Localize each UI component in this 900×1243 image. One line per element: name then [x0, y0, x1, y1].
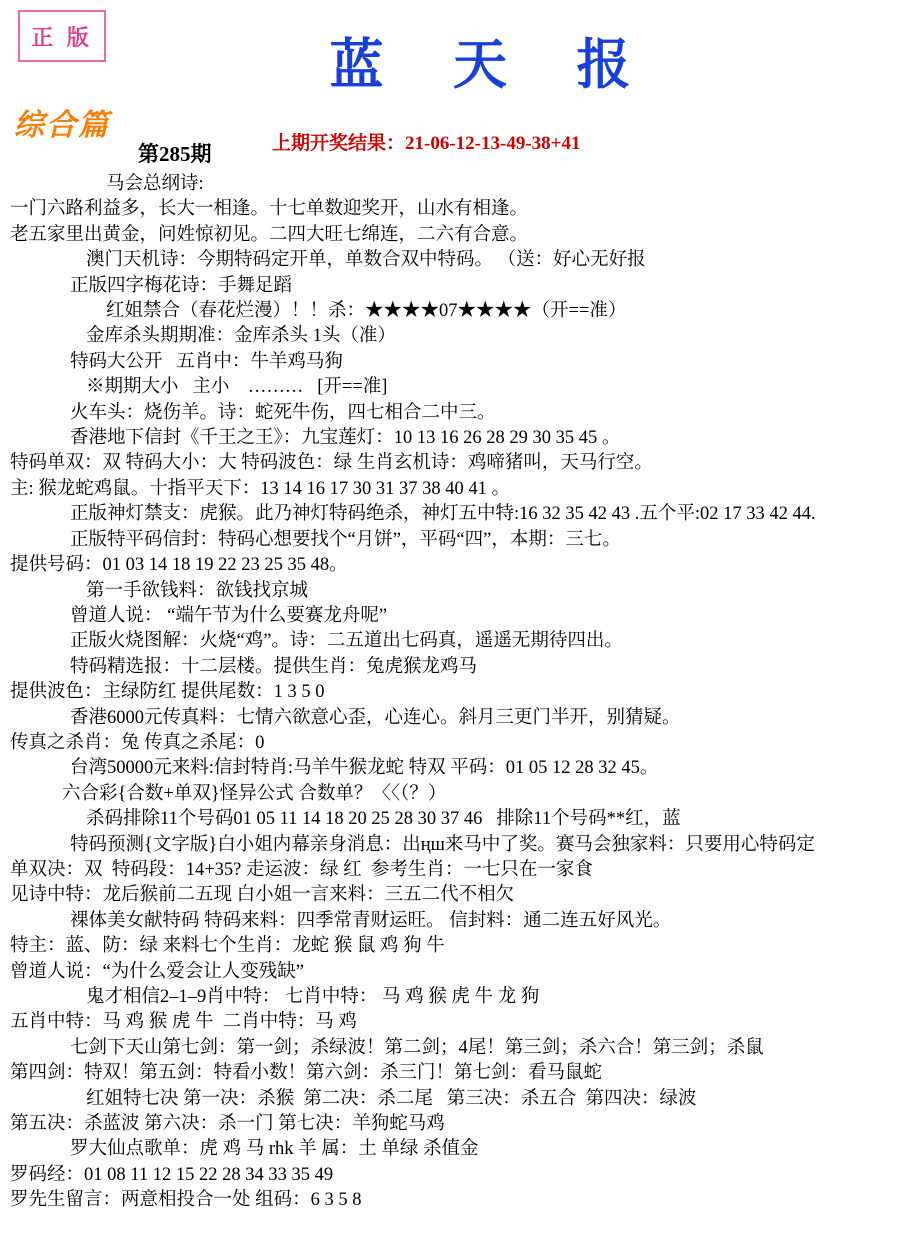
article-line: 红姐特七决 第一决：杀猴 第二决：杀二尾 第三决：杀五合 第四决：绿波 [86, 1088, 697, 1109]
article-line: 特码预测{文字版}白小姐内幕亲身消息：出ңш来马中了奖。赛马会独家料：只要用心特码定 [70, 834, 815, 855]
article-line: 见诗中特：龙后猴前二五现 白小姐一言来料：三五二代不相欠 [10, 885, 515, 906]
article-line: 一门六路利益多，长大一相逢。十七单数迎奖开，山水有相逢。 [10, 199, 529, 220]
article-line: 特码大公开 五肖中：牛羊鸡马狗 [70, 351, 343, 372]
article-line: 曾道人说：“为什么爱会让人变残缺” [10, 961, 304, 982]
article-line: 正版神灯禁支：虎猴。此乃神灯特码绝杀，神灯五中特:16 32 35 42 43 .五个平:02 17 33 42 44. [70, 504, 816, 525]
article-line: 第四剑：特双！第五剑：特看小数！第六剑：杀三门！第七剑：看马鼠蛇 [10, 1063, 603, 1084]
article-line: 七剑下天山第七剑：第一剑；杀绿波！第二剑；4尾！第三剑；杀六合！第三剑；杀鼠 [70, 1037, 764, 1058]
article-line: 火车头：烧伤羊。诗：蛇死牛伤，四七相合二中三。 [70, 402, 496, 423]
article-line: 第五决：杀蓝波 第六决：杀一门 第七决：羊狗蛇马鸡 [10, 1114, 445, 1135]
article-line: 特主：蓝、防：绿 来料七个生肖：龙蛇 猴 鼠 鸡 狗 牛 [10, 936, 445, 957]
article-line: 裸体美女献特码 特码来料：四季常青财运旺。 信封料：通二连五好风光。 [70, 910, 672, 931]
authentic-badge-label: 正 版 [31, 24, 93, 50]
article-line: 正版四字梅花诗：手舞足蹈 [70, 275, 293, 296]
article-line: 鬼才相信2–1–9肖中特： 七肖中特： 马 鸡 猴 虎 牛 龙 狗 [86, 987, 540, 1007]
last-draw-result-label: 上期开奖结果： [272, 133, 406, 154]
article-line: 澳门天机诗：今期特码定开单，单数合双中特码。 （送：好心无好报 [86, 250, 646, 271]
article-line: 五肖中特：马 鸡 猴 虎 牛 二肖中特：马 鸡 [10, 1012, 357, 1033]
article-line: 杀码排除11个号码01 05 11 14 18 20 25 28 30 37 46 排除11个号码**红，蓝 [86, 809, 681, 830]
article-line: 金库杀头期期准：金库杀头 1头（准） [86, 326, 396, 347]
article-line: 台湾50000元来料:信封特肖:马羊牛猴龙蛇 特双 平码：01 05 12 28 32 45。 [70, 758, 659, 779]
article-line: 提供号码：01 03 14 18 19 22 23 25 35 48。 [10, 555, 348, 576]
article-line: 马会总纲诗: [106, 174, 204, 194]
section-label: 综合篇 [14, 109, 110, 142]
article-line: 主: 猴龙蛇鸡鼠。十指平天下：13 14 16 17 30 31 37 38 40 41 。 [10, 478, 511, 499]
article-line: 第一手欲钱料：欲钱找京城 [86, 580, 309, 601]
article-line: 正版特平码信封：特码心想要找个“月饼”，平码“四”，本期：三七。 [70, 529, 621, 550]
authentic-badge [18, 10, 106, 62]
article-body [0, 172, 900, 1214]
article-line: 香港地下信封《千王之王》：九宝莲灯：10 13 16 26 28 29 30 35 45 。 [70, 428, 621, 449]
last-draw-result [272, 128, 580, 155]
article-line: 香港6000元传真料：七情六欲意心歪，心连心。斜月三更门半开，别猜疑。 [70, 707, 681, 728]
article-line: 正版火烧图解：火烧“鸡”。诗：二五道出七码真，遥遥无期待四出。 [70, 631, 623, 652]
article-line: 老五家里出黄金，问姓惊初见。二四大旺七绵连，二六有合意。 [10, 224, 529, 245]
issue-number: 第285期 [138, 142, 212, 166]
page-title: 蓝 天 报 [329, 35, 659, 95]
article-line: 罗先生留言：两意相投合一处 组码：6 3 5 8 [10, 1190, 362, 1211]
article-line: 罗码经：01 08 11 12 15 22 28 34 33 35 49 [10, 1164, 334, 1185]
article-line: 罗大仙点歌单：虎 鸡 马 rhk 羊 属：土 单绿 杀值金 [70, 1139, 479, 1160]
article-line: 单双决：双 特码段：14+35? 走运波：绿 红 参考生肖：一七只在一家食 [10, 859, 593, 880]
last-draw-result-numbers: 21-06-12-13-49-38+41 [405, 133, 581, 154]
article-line: 特码精选报：十二层楼。提供生肖：兔虎猴龙鸡马 [70, 656, 478, 677]
article-line: 传真之杀肖：兔 传真之杀尾：0 [10, 732, 265, 753]
article-line: 曾道人说： “端午节为什么要赛龙舟呢” [70, 605, 388, 626]
article-line: 红姐禁合（春花烂漫）！！杀：★★★★07★★★★（开==准） [106, 301, 627, 322]
article-line: 提供波色：主绿防红 提供尾数：1 3 5 0 [10, 682, 325, 703]
article-line: ※期期大小 主小 ……… [开==准] [86, 377, 388, 398]
article-line: 特码单双：双 特码大小：大 特码波色：绿 生肖玄机诗：鸡啼猪叫，天马行空。 [10, 453, 653, 474]
article-line: 六合彩{合数+单双}怪异公式 合数单？〈〈（？） [62, 783, 447, 804]
